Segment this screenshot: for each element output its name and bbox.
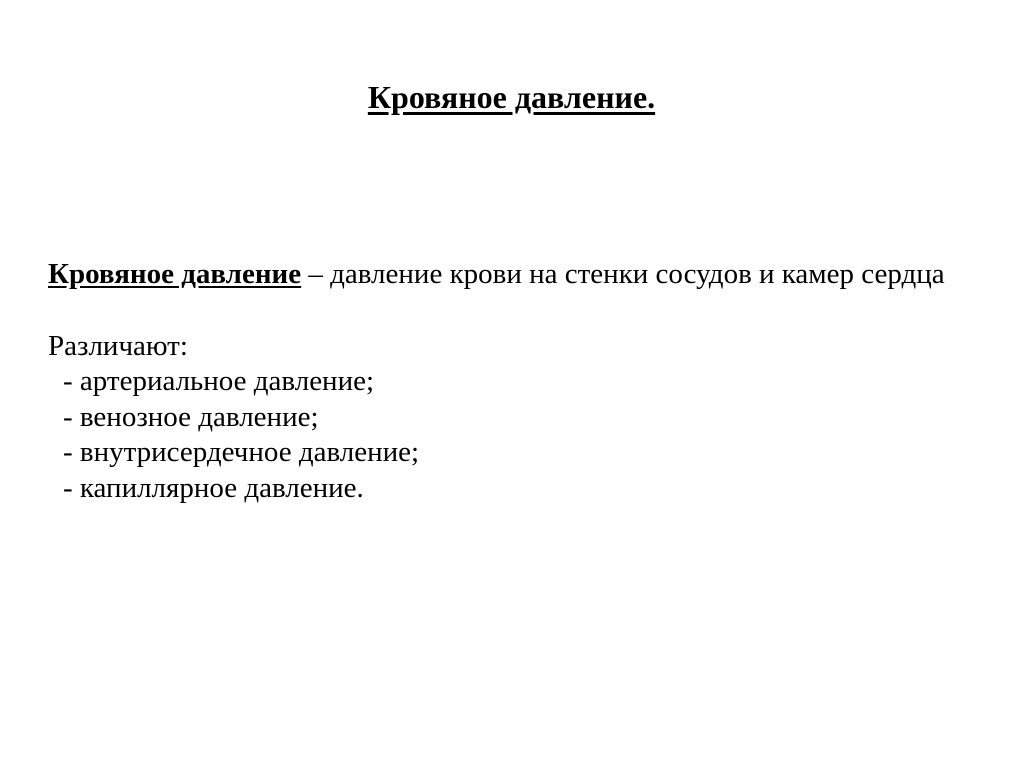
list-item: - внутрисердечное давление; <box>63 436 420 468</box>
definition-paragraph <box>48 256 978 292</box>
pressure-types-list <box>48 364 978 506</box>
list-item: - артериальное давление; <box>63 365 375 397</box>
list-intro: Различают: <box>48 330 188 362</box>
slide-title: Кровяное давление. <box>367 79 656 115</box>
slide-body <box>48 256 978 506</box>
list-item: - капиллярное давление. <box>63 471 364 504</box>
definition-text: – давление крови на стенки сосудов и камер сердца <box>301 258 945 290</box>
definition-term: Кровяное давление <box>48 258 302 290</box>
list-item: - венозное давление; <box>63 400 319 433</box>
